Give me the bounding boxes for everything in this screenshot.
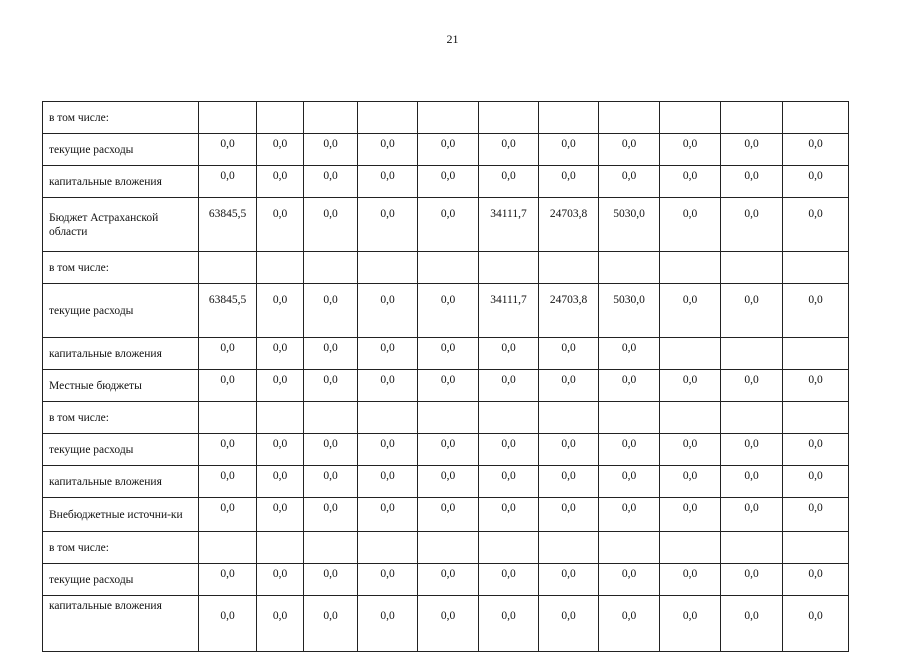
value-cell: 0,0 [599,166,660,198]
value-cell: 63845,5 [199,198,257,252]
value-cell: 0,0 [599,370,660,402]
value-cell [721,402,783,434]
value-cell: 0,0 [199,596,257,652]
value-cell: 0,0 [599,596,660,652]
value-cell: 0,0 [304,198,358,252]
table-row [43,466,849,498]
value-cell [783,532,849,564]
value-cell: 0,0 [418,564,479,596]
table-row [43,498,849,532]
value-cell: 0,0 [304,338,358,370]
value-cell: 0,0 [479,166,539,198]
value-cell: 0,0 [257,166,304,198]
value-cell: 0,0 [660,434,721,466]
value-cell [599,532,660,564]
row-label: Местные бюджеты [43,370,199,402]
value-cell [304,532,358,564]
row-label: капитальные вложения [43,596,199,652]
value-cell: 0,0 [783,498,849,532]
value-cell: 0,0 [479,434,539,466]
value-cell [257,532,304,564]
value-cell: 0,0 [257,134,304,166]
table-row [43,434,849,466]
value-cell: 24703,8 [539,284,599,338]
value-cell [660,102,721,134]
row-label: текущие расходы [43,434,199,466]
value-cell [599,402,660,434]
value-cell [358,402,418,434]
row-label: в том числе: [43,532,199,564]
row-label: капитальные вложения [43,338,199,370]
value-cell [199,102,257,134]
value-cell: 0,0 [599,498,660,532]
row-label: Бюджет Астраханской области [43,198,199,252]
value-cell [304,102,358,134]
value-cell: 0,0 [599,466,660,498]
value-cell: 0,0 [418,498,479,532]
value-cell: 0,0 [539,134,599,166]
value-cell: 0,0 [304,370,358,402]
table-row [43,198,849,252]
value-cell: 0,0 [599,564,660,596]
value-cell: 0,0 [660,498,721,532]
value-cell: 0,0 [358,498,418,532]
value-cell [358,102,418,134]
value-cell [358,252,418,284]
value-cell [418,102,479,134]
value-cell: 0,0 [721,134,783,166]
value-cell [660,532,721,564]
value-cell: 0,0 [479,564,539,596]
value-cell [304,402,358,434]
value-cell: 0,0 [418,338,479,370]
value-cell [199,532,257,564]
value-cell: 0,0 [418,466,479,498]
value-cell: 0,0 [418,198,479,252]
value-cell: 0,0 [783,564,849,596]
value-cell: 0,0 [304,284,358,338]
value-cell: 0,0 [257,284,304,338]
value-cell: 0,0 [199,434,257,466]
value-cell: 0,0 [479,498,539,532]
value-cell: 0,0 [358,564,418,596]
value-cell [599,102,660,134]
value-cell: 0,0 [721,564,783,596]
value-cell: 0,0 [304,166,358,198]
table-row [43,338,849,370]
value-cell: 0,0 [199,134,257,166]
value-cell: 0,0 [660,466,721,498]
value-cell: 0,0 [721,434,783,466]
row-label: в том числе: [43,252,199,284]
value-cell [539,402,599,434]
table-row [43,102,849,134]
value-cell: 0,0 [539,166,599,198]
value-cell: 0,0 [257,370,304,402]
value-cell: 0,0 [358,284,418,338]
value-cell: 0,0 [783,596,849,652]
value-cell: 0,0 [539,434,599,466]
table-body [43,102,849,652]
value-cell: 0,0 [539,370,599,402]
value-cell [199,402,257,434]
value-cell: 0,0 [783,284,849,338]
table-row [43,532,849,564]
value-cell: 0,0 [358,596,418,652]
value-cell: 0,0 [660,198,721,252]
value-cell: 0,0 [358,134,418,166]
value-cell: 0,0 [257,498,304,532]
table-row [43,284,849,338]
value-cell: 0,0 [660,284,721,338]
value-cell: 0,0 [199,370,257,402]
value-cell [479,532,539,564]
value-cell: 0,0 [257,338,304,370]
value-cell: 0,0 [418,284,479,338]
value-cell: 0,0 [479,370,539,402]
value-cell: 0,0 [599,134,660,166]
value-cell: 0,0 [199,498,257,532]
value-cell: 0,0 [721,166,783,198]
value-cell: 0,0 [539,466,599,498]
value-cell: 0,0 [199,338,257,370]
page-number: 21 [446,32,459,46]
value-cell: 5030,0 [599,284,660,338]
value-cell: 24703,8 [539,198,599,252]
table-row [43,166,849,198]
table-row [43,402,849,434]
value-cell: 0,0 [660,596,721,652]
value-cell: 0,0 [599,434,660,466]
value-cell [783,102,849,134]
value-cell [783,402,849,434]
value-cell: 0,0 [418,134,479,166]
value-cell: 0,0 [418,596,479,652]
value-cell: 0,0 [418,434,479,466]
table-row [43,564,849,596]
value-cell: 0,0 [539,596,599,652]
value-cell [599,252,660,284]
value-cell: 0,0 [304,498,358,532]
value-cell [721,102,783,134]
value-cell: 0,0 [479,466,539,498]
value-cell: 0,0 [479,134,539,166]
value-cell [304,252,358,284]
value-cell: 63845,5 [199,284,257,338]
row-label: текущие расходы [43,284,199,338]
table-row [43,134,849,166]
value-cell: 0,0 [721,284,783,338]
value-cell: 0,0 [721,198,783,252]
value-cell: 0,0 [539,338,599,370]
value-cell [783,338,849,370]
value-cell: 0,0 [304,596,358,652]
value-cell: 5030,0 [599,198,660,252]
value-cell: 0,0 [783,370,849,402]
value-cell: 0,0 [660,134,721,166]
value-cell: 0,0 [783,134,849,166]
value-cell [479,402,539,434]
value-cell: 0,0 [199,166,257,198]
value-cell [257,102,304,134]
value-cell: 0,0 [358,166,418,198]
value-cell: 0,0 [257,596,304,652]
value-cell: 0,0 [783,466,849,498]
value-cell: 0,0 [721,370,783,402]
value-cell: 0,0 [358,370,418,402]
value-cell [257,402,304,434]
value-cell: 0,0 [539,564,599,596]
value-cell: 0,0 [660,564,721,596]
value-cell: 0,0 [660,166,721,198]
row-label: текущие расходы [43,564,199,596]
value-cell: 0,0 [721,498,783,532]
value-cell: 34111,7 [479,198,539,252]
row-label: текущие расходы [43,134,199,166]
table-row [43,596,849,652]
value-cell [539,102,599,134]
value-cell: 0,0 [660,370,721,402]
row-label: Внебюджетные источни-ки [43,498,199,532]
table-row [43,370,849,402]
value-cell: 0,0 [358,338,418,370]
value-cell [721,532,783,564]
value-cell [418,532,479,564]
value-cell: 0,0 [257,198,304,252]
value-cell [660,402,721,434]
value-cell: 0,0 [257,466,304,498]
value-cell: 0,0 [783,434,849,466]
value-cell: 0,0 [304,466,358,498]
value-cell: 0,0 [304,564,358,596]
value-cell: 0,0 [358,466,418,498]
value-cell: 0,0 [479,596,539,652]
value-cell: 0,0 [199,564,257,596]
budget-table [42,101,849,652]
value-cell [257,252,304,284]
value-cell [721,252,783,284]
value-cell: 0,0 [539,498,599,532]
value-cell: 0,0 [358,434,418,466]
value-cell [660,252,721,284]
value-cell: 0,0 [418,166,479,198]
value-cell: 0,0 [721,596,783,652]
value-cell [358,532,418,564]
value-cell [539,252,599,284]
value-cell: 0,0 [479,338,539,370]
row-label: капитальные вложения [43,166,199,198]
table-row [43,252,849,284]
value-cell: 0,0 [783,166,849,198]
value-cell: 0,0 [199,466,257,498]
value-cell [418,252,479,284]
value-cell [199,252,257,284]
value-cell: 0,0 [257,564,304,596]
value-cell [721,338,783,370]
value-cell: 0,0 [304,434,358,466]
value-cell: 0,0 [418,370,479,402]
value-cell: 0,0 [783,198,849,252]
value-cell [479,102,539,134]
value-cell: 0,0 [257,434,304,466]
value-cell [783,252,849,284]
value-cell: 0,0 [304,134,358,166]
value-cell: 0,0 [599,338,660,370]
value-cell [479,252,539,284]
value-cell: 34111,7 [479,284,539,338]
row-label: в том числе: [43,402,199,434]
value-cell [660,338,721,370]
row-label: в том числе: [43,102,199,134]
row-label: капитальные вложения [43,466,199,498]
value-cell [539,532,599,564]
value-cell [418,402,479,434]
value-cell: 0,0 [358,198,418,252]
value-cell: 0,0 [721,466,783,498]
